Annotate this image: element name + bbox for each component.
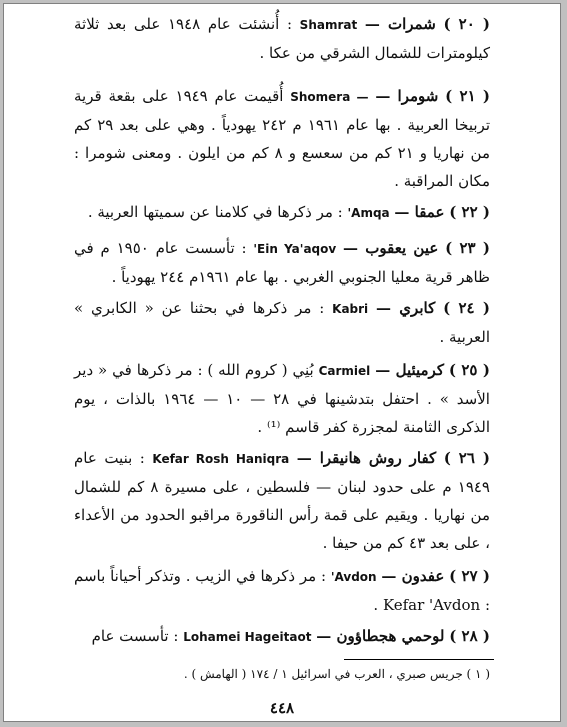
entry-27 — [74, 562, 490, 619]
entry-name: عفدون — — [381, 567, 445, 585]
entry-26 — [74, 444, 490, 557]
entry-21 — [74, 82, 490, 195]
entry-name: كابري — — [376, 299, 436, 317]
entry-name: لوحمي هجطاؤون — — [316, 627, 445, 645]
entry-number: ( ٢١ ) — [445, 87, 490, 105]
entry-text: : مر ذكرها في كلامنا عن سميتها العربية . — [87, 203, 343, 221]
entry-25 — [74, 356, 490, 441]
entry-text: : تأسست عام ١٩٥٠ م في ظاهر قرية معليا الجنوبي الغربي . بها عام ١٩٦١م ٢٤٤ يهودياً . — [74, 239, 490, 286]
document-page — [3, 3, 561, 722]
entry-latin: Carmiel — [318, 364, 371, 378]
entry-number: ( ٢٠ ) — [443, 15, 490, 33]
entry-number: ( ٢٥ ) — [448, 361, 490, 379]
entry-latin: 'Avdon — [330, 570, 377, 584]
entry-number: ( ٢٤ ) — [443, 299, 490, 317]
entry-name: عمقا — — [394, 203, 445, 221]
entry-latin: Kabri — [332, 302, 369, 316]
entry-name: كفار روش هانيقرا — — [296, 449, 437, 467]
entry-text: : بنيت عام ١٩٤٩ م على حدود لبنان — فلسطين ، على مسيرة ٨ كم للشمال من نهاريا . ويقيم على قمة رأس الناقورة مراقبو الحدود من الأعداء ، على بعد ٤٣ كم من حيفا . — [74, 449, 490, 552]
entry-22 — [74, 198, 490, 227]
entry-latin: Lohamei Hageitaot — [183, 630, 312, 644]
entry-number: ( ٢٣ ) — [445, 239, 490, 257]
entry-name: كرميئيل — — [375, 361, 444, 379]
body-text — [4, 4, 560, 721]
entry-name: شمرات — — [364, 15, 436, 33]
entry-text: : مر ذكرها في الزيب . وتذكر أحياناً باسم : Kefar 'Avdon . — [74, 567, 490, 614]
entry-text: : تأسست عام — [91, 627, 179, 645]
page-number: ٤٤٨ — [269, 699, 295, 717]
entry-latin: 'Ein Ya'aqov — [253, 242, 337, 256]
entry-name: عين يعقوب — — [343, 239, 439, 257]
entry-latin: Shomera — — [290, 90, 369, 104]
entry-number: ( ٢٧ ) — [449, 567, 490, 585]
entry-text: : مر ذكرها في بحثنا عن « الكابري » العربية . — [74, 299, 490, 346]
entry-28 — [74, 622, 490, 651]
entry-20 — [74, 10, 490, 67]
entry-text: : أُنشئت عام ١٩٤٨ على بعد ثلاثة كيلومترات للشمال الشرقي من عكا . — [74, 15, 490, 62]
entry-latin: Shamrat — [299, 18, 358, 32]
entry-latin: Kefar Rosh Haniqra — [152, 452, 290, 466]
footnote: ( ١ ) جريس صبري ، العرب في اسرائيل ١ / ١٧٤ ( الهامش ) . — [183, 667, 490, 681]
entry-text: أُقيمت عام ١٩٤٩ على بقعة قرية تربيخا العربية . بها عام ١٩٦١ م ٢٤٢ يهودياً . وهي على بعد ٢٩ كم من نهاريا و ٢١ كم من سعسع و ٨ كم من ايلون . ومعنى شومرا : مكان المراقبة . — [74, 87, 490, 190]
entry-number: ( ٢٨ ) — [449, 627, 490, 645]
footnote-divider — [344, 659, 494, 660]
entry-latin: 'Amqa — [347, 206, 390, 220]
entry-23 — [74, 234, 490, 291]
entry-text: بُنِي ( كروم الله ) : مر ذكرها في « دير الأسد » . احتفل بتدشينها في ٢٨ — ١٠ — ١٩٦٤ بالذات ، يوم الذكرى الثامنة لمجزرة كفر قاسم ⁽¹⁾ . — [74, 361, 490, 436]
entry-number: ( ٢٦ ) — [443, 449, 490, 467]
entry-24 — [74, 294, 490, 351]
entry-name: شومرا — — [375, 87, 439, 105]
entry-number: ( ٢٢ ) — [449, 203, 490, 221]
